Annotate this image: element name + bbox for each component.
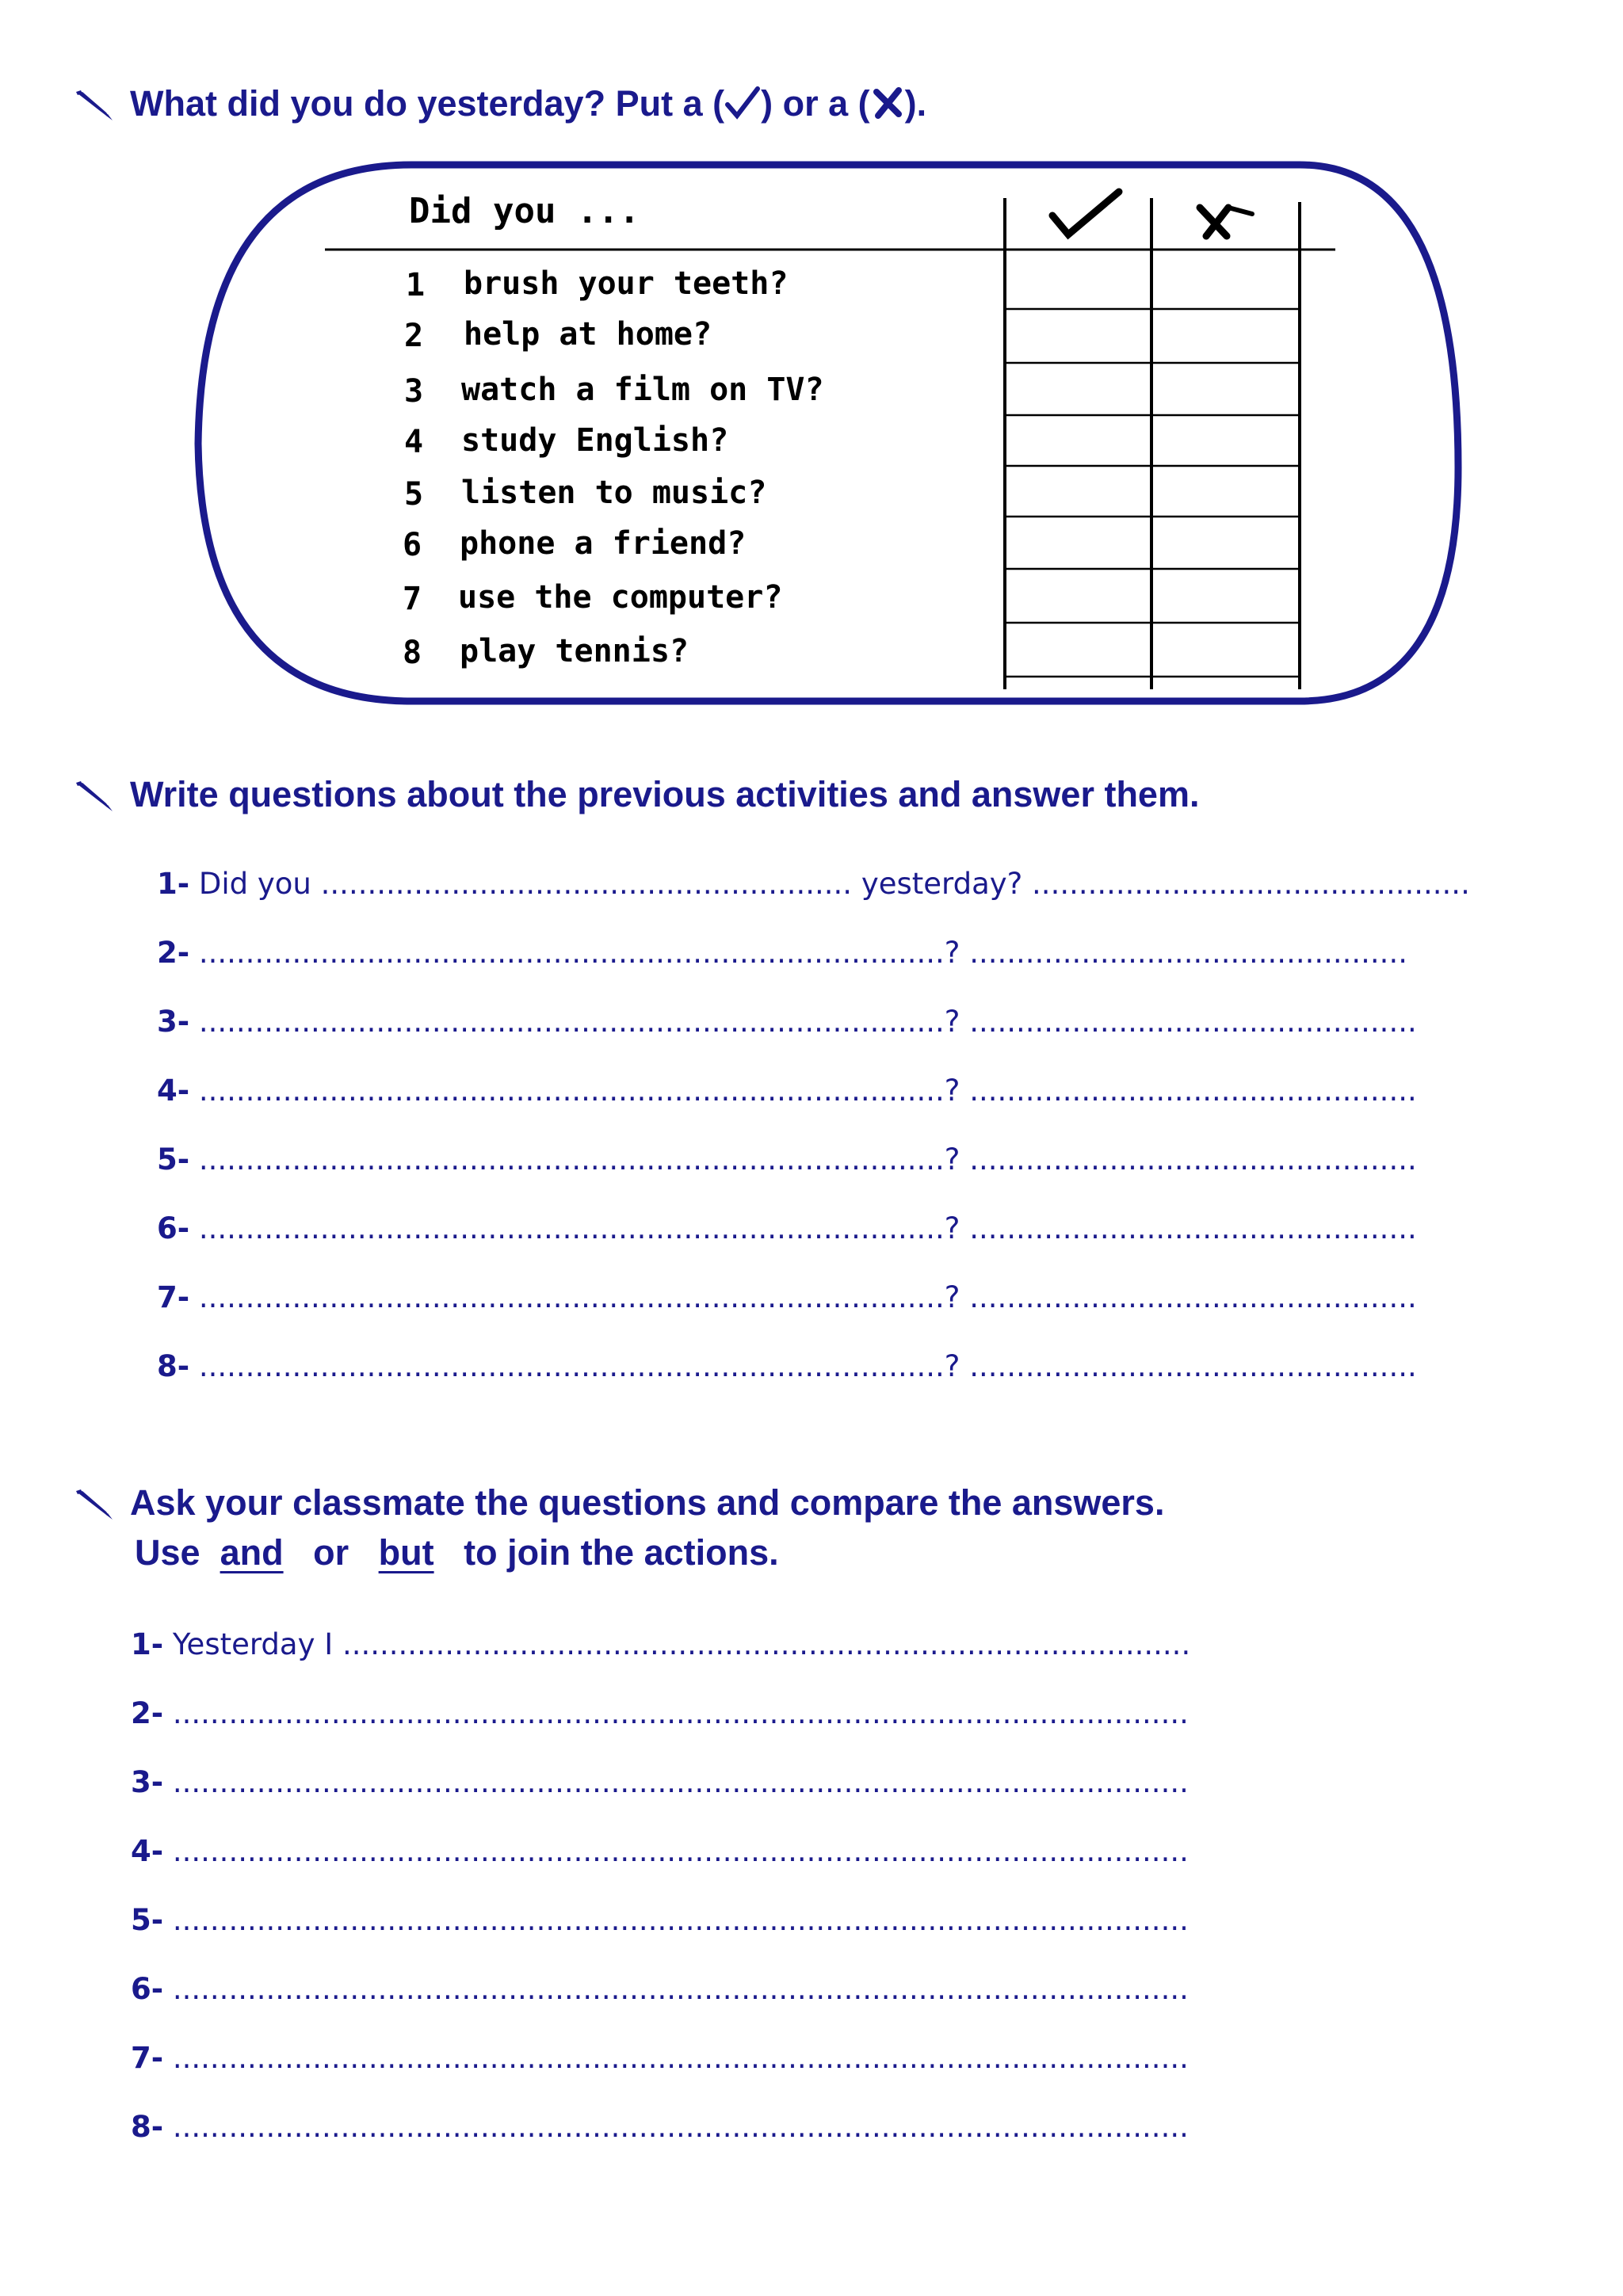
item-text: play tennis? xyxy=(460,633,689,669)
answer-line-3[interactable]: 3- ................................................................................? ................................................ xyxy=(157,1005,1417,1039)
item-text: listen to music? xyxy=(461,475,767,511)
item-text: use the computer? xyxy=(458,579,783,616)
answer-line-6[interactable]: 6- ................................................................................? ................................................ xyxy=(157,1211,1417,1245)
item-number: 7 xyxy=(403,581,422,617)
section3-subline: Use and or but to join the actions. xyxy=(135,1532,779,1573)
answer-line-3[interactable]: 3- ............................................................................................................. xyxy=(131,1765,1189,1799)
item-number: 8 xyxy=(403,635,422,671)
item-number: 1 xyxy=(406,267,426,303)
item-number: 2 xyxy=(404,318,424,354)
table-header: Did you ... xyxy=(409,191,640,231)
item-text: watch a film on TV? xyxy=(461,372,824,408)
item-text: brush your teeth? xyxy=(464,265,789,302)
item-text: help at home? xyxy=(464,316,712,353)
answer-line-1[interactable]: 1- Yesterday I ........................................................................................... xyxy=(131,1627,1191,1661)
section1-instruction-mid: ) or a ( xyxy=(761,83,870,124)
answer-line-5[interactable]: 5- ................................................................................? ................................................ xyxy=(157,1142,1417,1177)
answer-line-7[interactable]: 7- ................................................................................? ................................................ xyxy=(157,1280,1417,1314)
keyword-and: and xyxy=(220,1532,284,1573)
answer-line-8[interactable]: 8- ............................................................................................................. xyxy=(131,2110,1189,2144)
answer-line-2[interactable]: 2- ................................................................................? ............................................... xyxy=(157,936,1407,970)
answer-line-4[interactable]: 4- ............................................................................................................. xyxy=(131,1834,1189,1868)
pencil-icon xyxy=(74,1488,116,1523)
keyword-but: but xyxy=(378,1532,434,1573)
table-cross-icon xyxy=(1200,208,1252,236)
item-number: 5 xyxy=(404,476,424,513)
answer-line-8[interactable]: 8- ................................................................................? ................................................ xyxy=(157,1349,1417,1383)
item-text: study English? xyxy=(461,422,729,459)
answer-line-7[interactable]: 7- ............................................................................................................. xyxy=(131,2041,1189,2075)
table-checkmark-icon xyxy=(1052,192,1119,235)
item-number: 3 xyxy=(404,373,424,410)
item-number: 4 xyxy=(404,424,424,460)
pencil-icon xyxy=(74,780,116,814)
item-text: phone a friend? xyxy=(460,525,747,562)
section1-instruction-pre: What did you do yesterday? Put a ( xyxy=(130,83,725,124)
answer-line-6[interactable]: 6- ............................................................................................................. xyxy=(131,1972,1189,2006)
answer-line-1[interactable]: 1- Did you ......................................................... yesterday? ............................................... xyxy=(157,867,1470,901)
answer-line-4[interactable]: 4- ................................................................................? ................................................ xyxy=(157,1074,1417,1108)
answer-line-5[interactable]: 5- ............................................................................................................. xyxy=(131,1903,1189,1937)
section1-instruction-post: ). xyxy=(904,83,927,124)
section2-instruction: Write questions about the previous activities and answer them. xyxy=(130,774,1200,814)
section3-instruction: Ask your classmate the questions and compare the answers. xyxy=(130,1482,1165,1523)
answer-line-2[interactable]: 2- ............................................................................................................. xyxy=(131,1696,1189,1730)
item-number: 6 xyxy=(403,527,422,563)
